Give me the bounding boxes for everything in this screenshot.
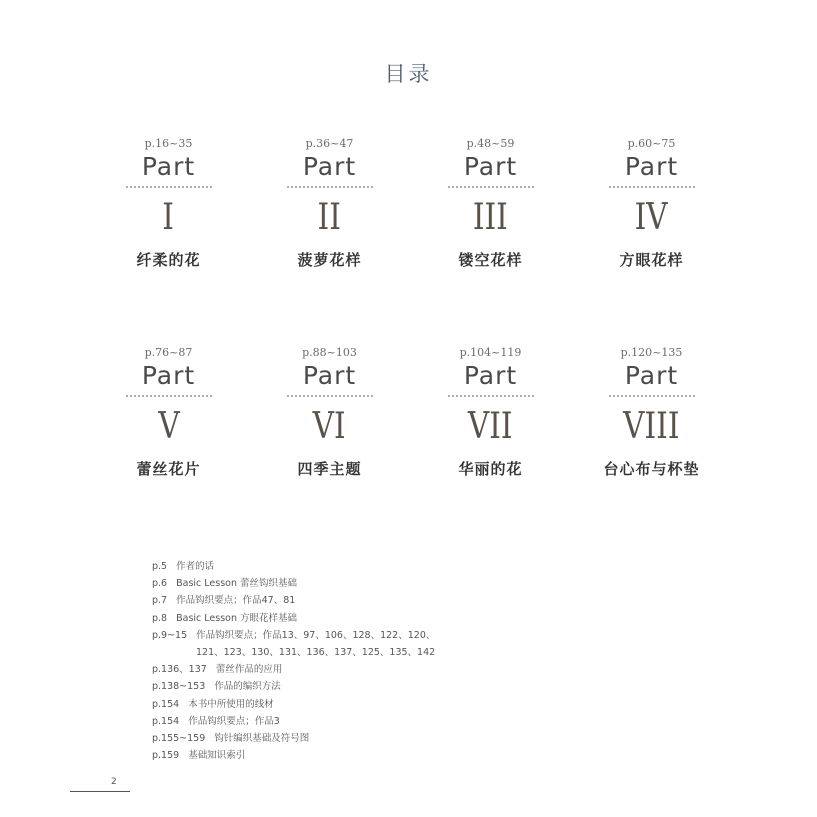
toc-text: 作者的话 bbox=[176, 561, 215, 572]
toc-page: p.5 bbox=[152, 561, 168, 572]
toc-text: 作品钩织要点；作品47、81 bbox=[176, 595, 296, 607]
toc-page: p.159 bbox=[152, 750, 180, 762]
part-label: Part bbox=[141, 361, 196, 390]
part-name: 方眼花样 bbox=[619, 251, 684, 269]
toc-text: 作品钩织要点；作品3 bbox=[188, 715, 280, 727]
part-pages: p.48~59 bbox=[466, 137, 515, 150]
toc-text: 121、123、130、131、136、137、125、135、142 bbox=[196, 647, 436, 659]
part-label: Part bbox=[624, 361, 679, 390]
part-label: Part bbox=[302, 152, 357, 181]
toc-page: p.154 bbox=[152, 715, 180, 727]
part-2[interactable] bbox=[249, 136, 410, 345]
part-label: Part bbox=[302, 361, 357, 390]
part-4[interactable] bbox=[571, 136, 732, 345]
toc-text: 作品的编织方法 bbox=[214, 681, 281, 693]
dotted-divider bbox=[608, 394, 696, 398]
toc-entry[interactable] bbox=[152, 661, 572, 678]
roman-numeral: VII bbox=[468, 406, 513, 447]
toc-page: p.138~153 bbox=[152, 681, 206, 693]
dotted-divider bbox=[608, 185, 696, 189]
part-6[interactable] bbox=[249, 345, 410, 554]
part-name: 镂空花样 bbox=[458, 251, 523, 269]
part-5[interactable] bbox=[88, 345, 249, 554]
toc-text: 钩针编织基础及符号图 bbox=[214, 733, 310, 745]
dotted-divider bbox=[447, 185, 535, 189]
toc-page: p.155~159 bbox=[152, 733, 206, 745]
dotted-divider bbox=[286, 185, 374, 189]
parts-grid bbox=[88, 136, 700, 554]
part-pages: p.36~47 bbox=[305, 137, 354, 150]
toc-entry[interactable] bbox=[152, 627, 572, 644]
part-3[interactable] bbox=[410, 136, 571, 345]
part-1[interactable] bbox=[88, 136, 249, 345]
toc-entry[interactable] bbox=[152, 713, 572, 730]
part-name: 华丽的花 bbox=[458, 460, 523, 478]
toc-text: Basic Lesson 方眼花样基础 bbox=[176, 612, 298, 624]
toc-entry[interactable] bbox=[152, 610, 572, 627]
roman-numeral: I bbox=[162, 197, 175, 238]
toc-page: p.136、137 bbox=[152, 664, 207, 676]
toc-text: 基础知识索引 bbox=[188, 750, 246, 762]
part-pages: p.76~87 bbox=[144, 346, 193, 359]
toc-entry[interactable] bbox=[152, 575, 572, 592]
toc-entry[interactable] bbox=[152, 558, 572, 575]
part-name: 菠萝花样 bbox=[297, 251, 362, 269]
toc-text: 蕾丝作品的应用 bbox=[215, 664, 283, 676]
roman-numeral: II bbox=[317, 197, 342, 238]
part-pages: p.120~135 bbox=[620, 346, 683, 359]
part-pages: p.16~35 bbox=[144, 137, 193, 150]
toc-entry[interactable] bbox=[152, 747, 572, 764]
part-name: 蕾丝花片 bbox=[136, 460, 201, 478]
part-pages: p.104~119 bbox=[459, 346, 522, 359]
dotted-divider bbox=[286, 394, 374, 398]
toc-entry[interactable] bbox=[152, 678, 572, 695]
page-number: 2 bbox=[111, 777, 117, 787]
part-label: Part bbox=[463, 152, 518, 181]
toc-entry-continuation bbox=[152, 644, 572, 661]
part-label: Part bbox=[624, 152, 679, 181]
dotted-divider bbox=[125, 185, 213, 189]
part-pages: p.60~75 bbox=[627, 137, 676, 150]
dotted-divider bbox=[447, 394, 535, 398]
part-8[interactable] bbox=[571, 345, 732, 554]
toc-text: 本书中所使用的线材 bbox=[188, 698, 274, 710]
toc-text: Basic Lesson 蕾丝钩织基础 bbox=[176, 578, 298, 590]
page-title: 目录 bbox=[384, 62, 433, 86]
toc-text: 作品钩织要点；作品13、97、106、128、122、120、 bbox=[196, 629, 436, 641]
toc-page: p.6 bbox=[152, 578, 168, 590]
roman-numeral: VIII bbox=[623, 406, 680, 447]
toc-page: p.7 bbox=[152, 595, 168, 607]
toc-page: p.154 bbox=[152, 698, 180, 710]
roman-numeral: V bbox=[157, 406, 180, 447]
part-name: 纤柔的花 bbox=[136, 251, 201, 269]
part-name: 四季主题 bbox=[297, 460, 362, 478]
toc-entry[interactable] bbox=[152, 592, 572, 609]
page-number-rule bbox=[70, 791, 130, 792]
toc-entry[interactable] bbox=[152, 730, 572, 747]
part-label: Part bbox=[141, 152, 196, 181]
part-label: Part bbox=[463, 361, 518, 390]
roman-numeral: VI bbox=[313, 406, 346, 447]
roman-numeral: IV bbox=[635, 197, 668, 238]
toc-list bbox=[152, 558, 572, 764]
toc-page: p.8 bbox=[152, 612, 168, 624]
part-pages: p.88~103 bbox=[302, 346, 357, 359]
toc-entry[interactable] bbox=[152, 696, 572, 713]
dotted-divider bbox=[125, 394, 213, 398]
part-7[interactable] bbox=[410, 345, 571, 554]
roman-numeral: III bbox=[472, 197, 508, 238]
toc-page: p.9~15 bbox=[152, 629, 188, 641]
part-name: 台心布与杯垫 bbox=[603, 460, 700, 478]
